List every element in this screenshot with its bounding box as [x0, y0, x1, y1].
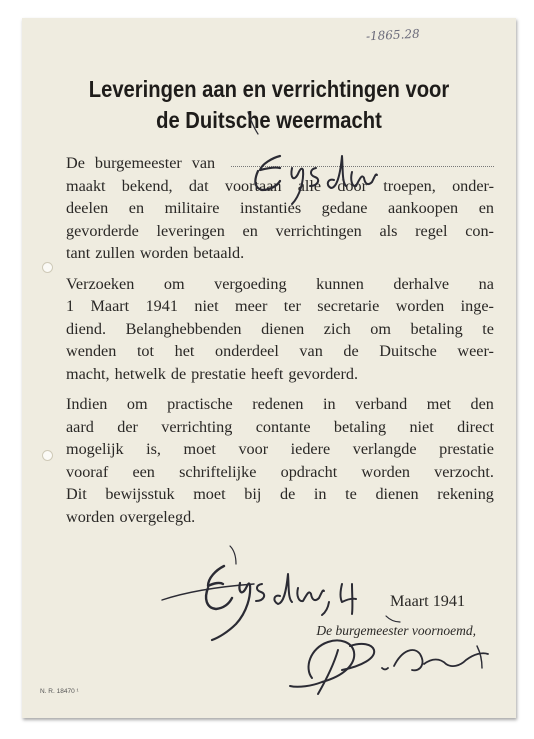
word: als: [379, 221, 398, 240]
word: kunnen: [316, 274, 364, 293]
word: overgelegd.: [119, 507, 196, 526]
word: mogelijk: [66, 440, 124, 458]
word: om: [163, 274, 185, 293]
title-line-2: de Duitsche weermacht: [156, 107, 382, 133]
word: hetwelk: [114, 364, 166, 383]
word: den: [470, 395, 494, 413]
word: dienen: [375, 485, 419, 503]
word: aankoopen: [388, 199, 459, 217]
word: diend.: [66, 319, 107, 338]
word: in: [322, 395, 336, 413]
word: Dit: [66, 485, 87, 503]
handwritten-signature: [290, 640, 488, 694]
word: vergoeding: [214, 274, 287, 293]
word: in: [313, 485, 327, 503]
word: moet: [193, 485, 226, 503]
word: rekening: [437, 485, 494, 503]
word: gevorderd.: [288, 364, 359, 383]
word: zich: [323, 319, 351, 338]
word: en: [128, 199, 145, 217]
word: prestatie: [191, 364, 246, 383]
word: Maart: [90, 297, 130, 315]
word: is,: [146, 440, 161, 458]
word: worden: [361, 462, 410, 481]
word: direct: [457, 417, 494, 436]
word: weer-: [457, 342, 494, 360]
word: te: [482, 319, 494, 338]
word: voor: [238, 440, 269, 458]
signature-caption: De burgemeester voornoemd,: [316, 623, 476, 638]
word: bij: [244, 485, 262, 503]
word: dat: [188, 176, 209, 195]
word: Indien: [66, 395, 108, 413]
word: ter: [283, 297, 301, 315]
handwritten-day-4: [341, 584, 357, 614]
word: vooraf: [66, 462, 109, 481]
word: voortaan: [224, 176, 282, 195]
word: worden: [66, 507, 115, 526]
word: prestatie: [439, 440, 494, 458]
word: tant: [66, 244, 91, 262]
title-line-1: Leveringen aan en verrichtingen voor: [88, 76, 450, 102]
word: macht,: [66, 364, 110, 383]
word: alle: [297, 176, 322, 195]
word: contante: [255, 417, 311, 436]
word: militaire: [164, 199, 220, 217]
word: verband: [355, 395, 408, 413]
word: inge-: [460, 297, 494, 315]
date-printed: Maart 1941: [390, 592, 466, 610]
word: het: [174, 342, 195, 360]
word: troepen,: [383, 176, 436, 195]
word: door: [337, 176, 367, 195]
word: wenden: [66, 342, 117, 360]
word: secretarie: [317, 297, 380, 315]
word: 1: [66, 297, 75, 315]
word: bekend,: [121, 176, 173, 195]
word: na: [478, 274, 494, 293]
word: met: [426, 395, 452, 413]
word: maakt: [66, 176, 106, 195]
word: worden: [139, 244, 189, 262]
word: om: [126, 395, 148, 413]
word: een: [132, 462, 155, 481]
word: iedere: [290, 440, 331, 458]
word: meer: [235, 297, 268, 315]
word: gedane: [321, 199, 368, 217]
word: deelen: [66, 199, 109, 217]
word: niet: [409, 417, 434, 436]
word: con-: [465, 221, 494, 240]
word: zullen: [95, 244, 135, 262]
word: regel: [415, 221, 448, 240]
word: onder-: [452, 176, 494, 195]
word: te: [345, 485, 357, 503]
handwriting-layer: [22, 18, 516, 718]
word: Belanghebbenden: [125, 319, 242, 338]
word: om: [370, 319, 391, 338]
word: leveringen: [156, 221, 225, 240]
word: verrichtingen: [275, 221, 362, 240]
word: van: [191, 154, 216, 172]
word: opdracht: [280, 462, 338, 481]
word: van: [299, 342, 323, 360]
word: der: [117, 417, 138, 436]
word: De: [66, 154, 85, 172]
word: de: [343, 342, 359, 360]
handwritten-place-eysden: [162, 566, 329, 640]
word: instanties: [239, 199, 302, 217]
handwritten-town-eysden: [255, 156, 377, 204]
word: onderdeel: [215, 342, 279, 360]
word: bewijsstuk: [105, 485, 175, 503]
word: Verzoeken: [66, 274, 135, 293]
word: betaling: [333, 417, 387, 436]
word: burgemeester: [94, 154, 182, 172]
word: gevorderde: [66, 221, 139, 240]
document-sheet: [22, 18, 516, 718]
word: verzocht.: [434, 462, 494, 481]
word: en: [242, 221, 258, 240]
word: aard: [66, 417, 94, 436]
word: verrichting: [161, 417, 233, 436]
word: de: [279, 485, 296, 503]
handwritten-reference-note: -1865.28: [365, 26, 421, 44]
word: tot: [136, 342, 155, 360]
word: betaald.: [193, 244, 245, 262]
word: Duitsche: [379, 342, 437, 360]
word: dienen: [261, 319, 305, 338]
word: de: [170, 364, 187, 383]
word: moet: [183, 440, 216, 458]
word: en: [478, 199, 494, 217]
word: schriftelijke: [179, 462, 257, 481]
word: verlangde: [352, 440, 417, 458]
word: worden: [395, 297, 445, 315]
pen-marks: [230, 112, 400, 622]
word: heeft: [250, 364, 284, 383]
word: niet: [194, 297, 219, 315]
word: derhalve: [393, 274, 450, 293]
word: 1941: [145, 297, 178, 315]
word: redenen: [252, 395, 304, 413]
word: betaling: [410, 319, 463, 338]
print-code: N. R. 18470 ¹: [40, 688, 79, 695]
word: practische: [167, 395, 233, 413]
